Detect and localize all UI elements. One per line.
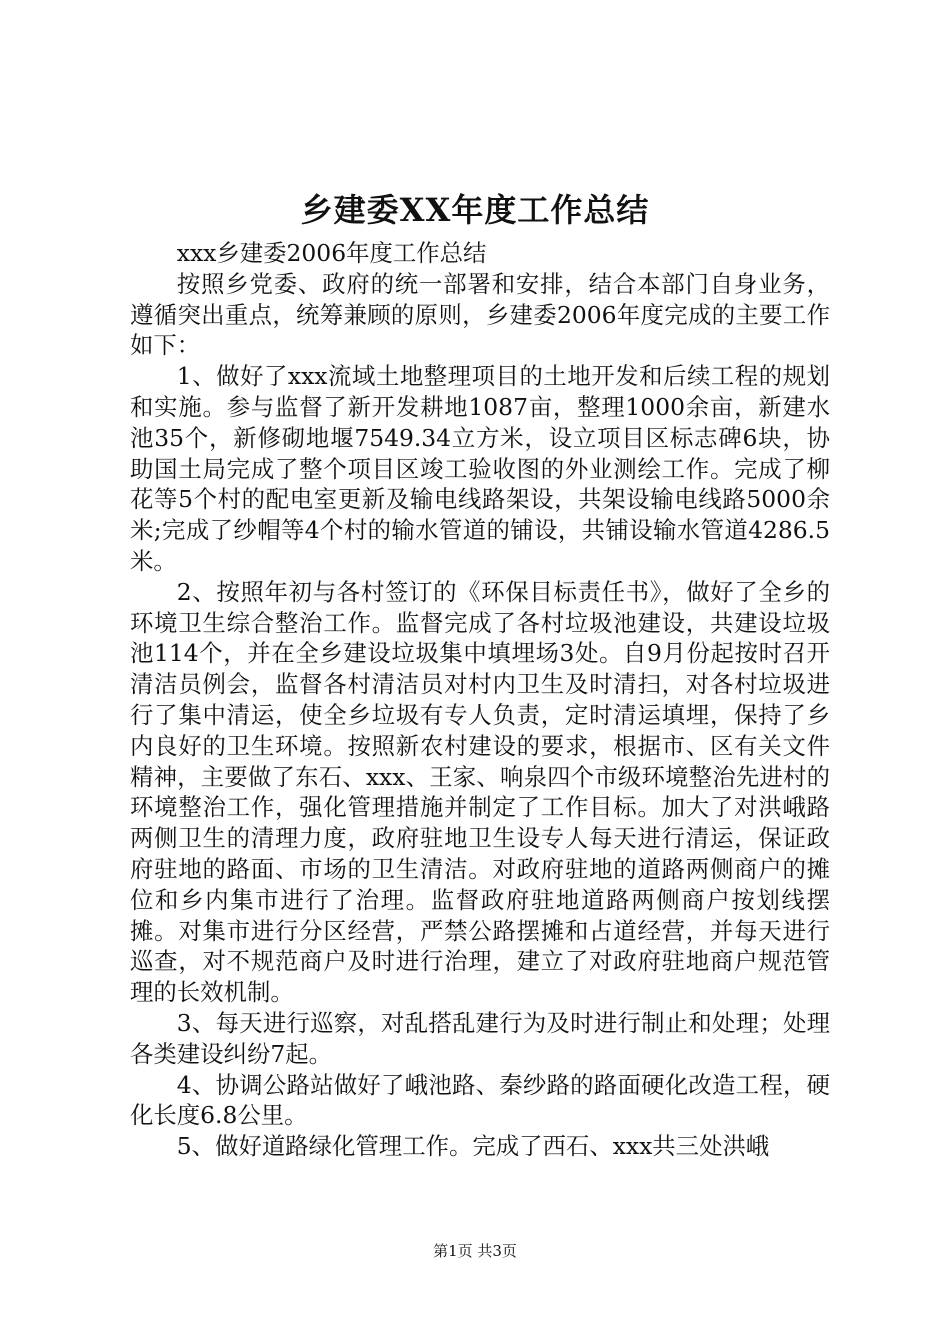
- paragraph-subtitle: xxx乡建委2006年度工作总结: [176, 239, 487, 267]
- paragraph-item-4: 4、协调公路站做好了峨池路、秦纱路的路面硬化改造工程，硬化长度6.8公里。: [130, 1070, 830, 1130]
- page-number-footer: 第1页 共3页: [433, 1242, 517, 1260]
- paragraph-item-5: 5、做好道路绿化管理工作。完成了西石、xxx共三处洪峨: [176, 1132, 770, 1161]
- paragraph-item-2: 2、按照年初与各村签订的《环保目标责任书》，做好了全乡的环境卫生综合整治工作。监督完成了各村垃圾池建设，共建设垃圾池114个，并在全乡建设垃圾集中填埋场3处。自9月份起按时召开清洁员例会，监督各村清洁员对村内卫生及时清扫，对各村垃圾进行了集中清运，使全乡垃圾有专人负责，定时清运填埋，保持了乡内良好的卫生环境。按照新农村建设的要求，根据市、区有关文件精神，主要做了东石、xxx、王家、响泉四个市级环境整治先进村的环境整治工作，强化管理措施并制定了工作目标。加大了对洪峨路两侧卫生的清理力度，政府驻地卫生设专人每天进行清运，保证政府驻地的路面、市场的卫生清洁。对政府驻地的道路两侧商户的摊位和乡内集市进行了治理。监督政府驻地道路两侧商户按划线摆摊。对集市进行分区经营，严禁公路摆摊和占道经营，并每天进行巡查，对不规范商户及时进行治理，建立了对政府驻地商户规范管理的长效机制。: [130, 577, 830, 1007]
- paragraph-item-3: 3、每天进行巡察，对乱搭乱建行为及时进行制止和处理；处理各类建设纠纷7起。: [130, 1008, 830, 1068]
- paragraph-item-1: 1、做好了xxx流域土地整理项目的土地开发和后续工程的规划和实施。参与监督了新开发耕地1087亩，整理1000余亩，新建水池35个，新修砌地堰7549.34立方米，设立项目区标志碑6块，协助国土局完成了整个项目区竣工验收图的外业测绘工作。完成了柳花等5个村的配电室更新及输电线路架设，共架设输电线路5000余米;完成了纱帽等4个村的输水管道的铺设，共铺设输水管道4286.5米。: [130, 362, 830, 575]
- document-body: [130, 238, 830, 1162]
- paragraph-intro: 按照乡党委、政府的统一部署和安排，结合本部门自身业务，遵循突出重点，统筹兼顾的原则，乡建委2006年度完成的主要工作如下：: [130, 269, 830, 360]
- document-title: 乡建委XX年度工作总结: [300, 191, 650, 229]
